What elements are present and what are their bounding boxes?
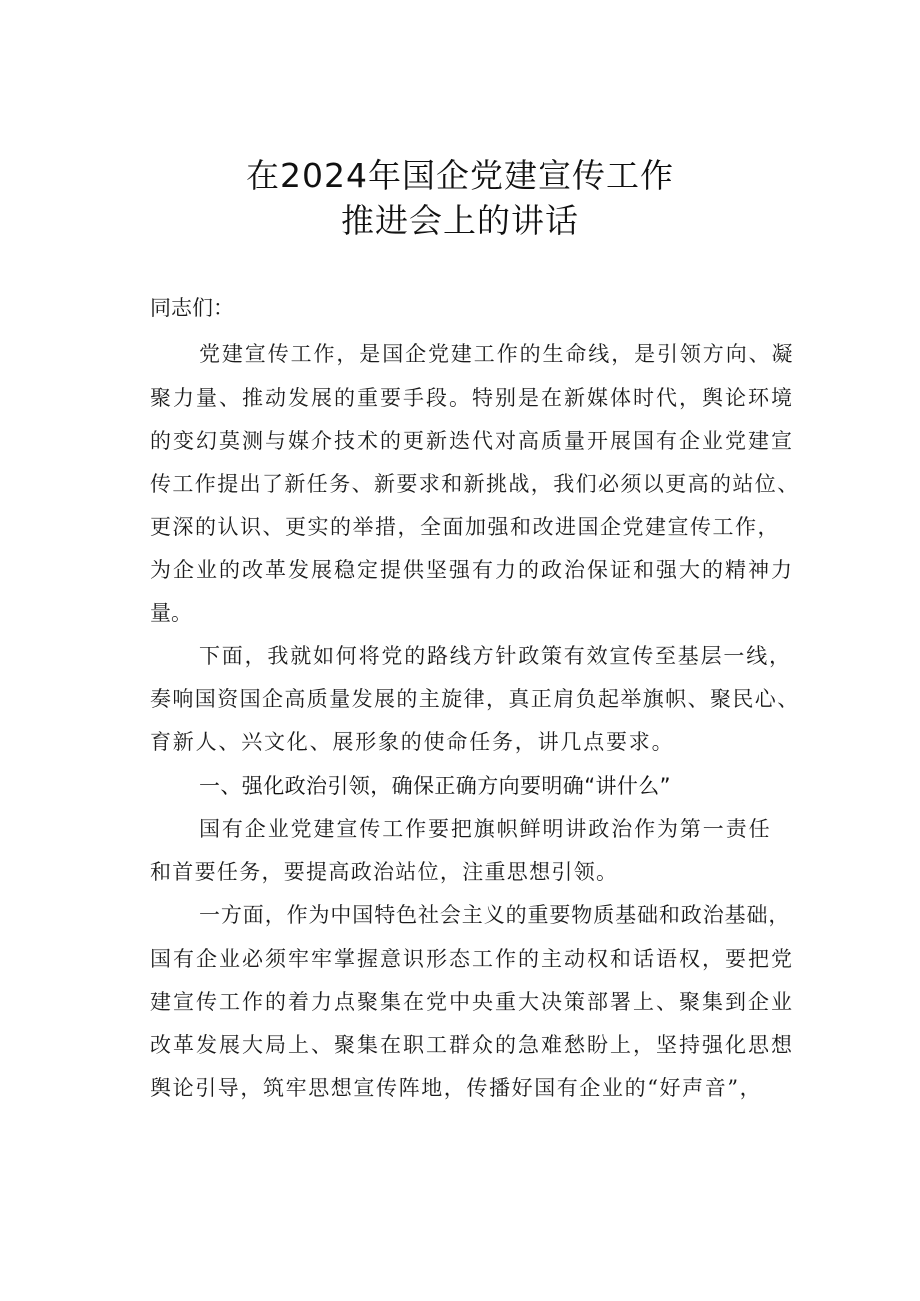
paragraph-1-line-4: 传工作提出了新任务、新要求和新挑战，我们必须以更高的站位、 [150,472,800,496]
paragraph-1-line-7: 量。 [150,601,192,625]
paragraph-2-line-2: 奏响国资国企高质量发展的主旋律，真正肩负起举旗帜、聚民心、 [150,687,800,711]
document-title-line-2: 推进会上的讲话 [341,201,579,240]
paragraph-1-line-3: 的变幻莫测与媒介技术的更新迭代对高质量开展国有企业党建宣 [150,429,794,453]
salutation: 同志们： [150,296,234,320]
paragraph-1-line-1: 党建宣传工作，是国企党建工作的生命线，是引领方向、凝 [199,342,795,366]
section-paragraph-2-line-4: 改革发展大局上、聚集在职工群众的急难愁盼上，坚持强化思想 [150,1033,794,1057]
paragraph-1-line-6: 为企业的改革发展稳定提供坚强有力的政治保证和强大的精神力 [150,558,794,582]
section-paragraph-2-line-3: 建宣传工作的着力点聚集在党中央重大决策部署上、聚集到企业 [150,990,794,1014]
paragraph-1-line-2: 聚力量、推动发展的重要手段。特别是在新媒体时代，舆论环境 [150,386,794,410]
paragraph-1-line-5: 更深的认识、更实的举措，全面加强和改进国企党建宣传工作， [150,515,780,539]
section-paragraph-2-line-2: 国有企业必须牢牢掌握意识形态工作的主动权和话语权，要把党 [150,947,794,971]
section-heading: 一、强化政治引领，确保正确方向要明确“讲什么” [199,774,671,798]
section-paragraph-2-line-5: 舆论引导，筑牢思想宣传阵地，传播好国有企业的“好声音”， [150,1076,763,1100]
section-paragraph-1-line-2: 和首要任务，要提高政治站位，注重思想引领。 [150,860,619,884]
paragraph-2-line-1: 下面，我就如何将党的路线方针政策有效宣传至基层一线， [199,644,792,668]
section-paragraph-1-line-1: 国有企业党建宣传工作要把旗帜鲜明讲政治作为第一责任 [199,817,772,841]
paragraph-2-line-3: 育新人、兴文化、展形象的使命任务，讲几点要求。 [150,730,675,754]
section-paragraph-2-line-1: 一方面，作为中国特色社会主义的重要物质基础和政治基础， [199,903,791,927]
document-title-line-1: 在2024年国企党建宣传工作 [246,156,674,195]
